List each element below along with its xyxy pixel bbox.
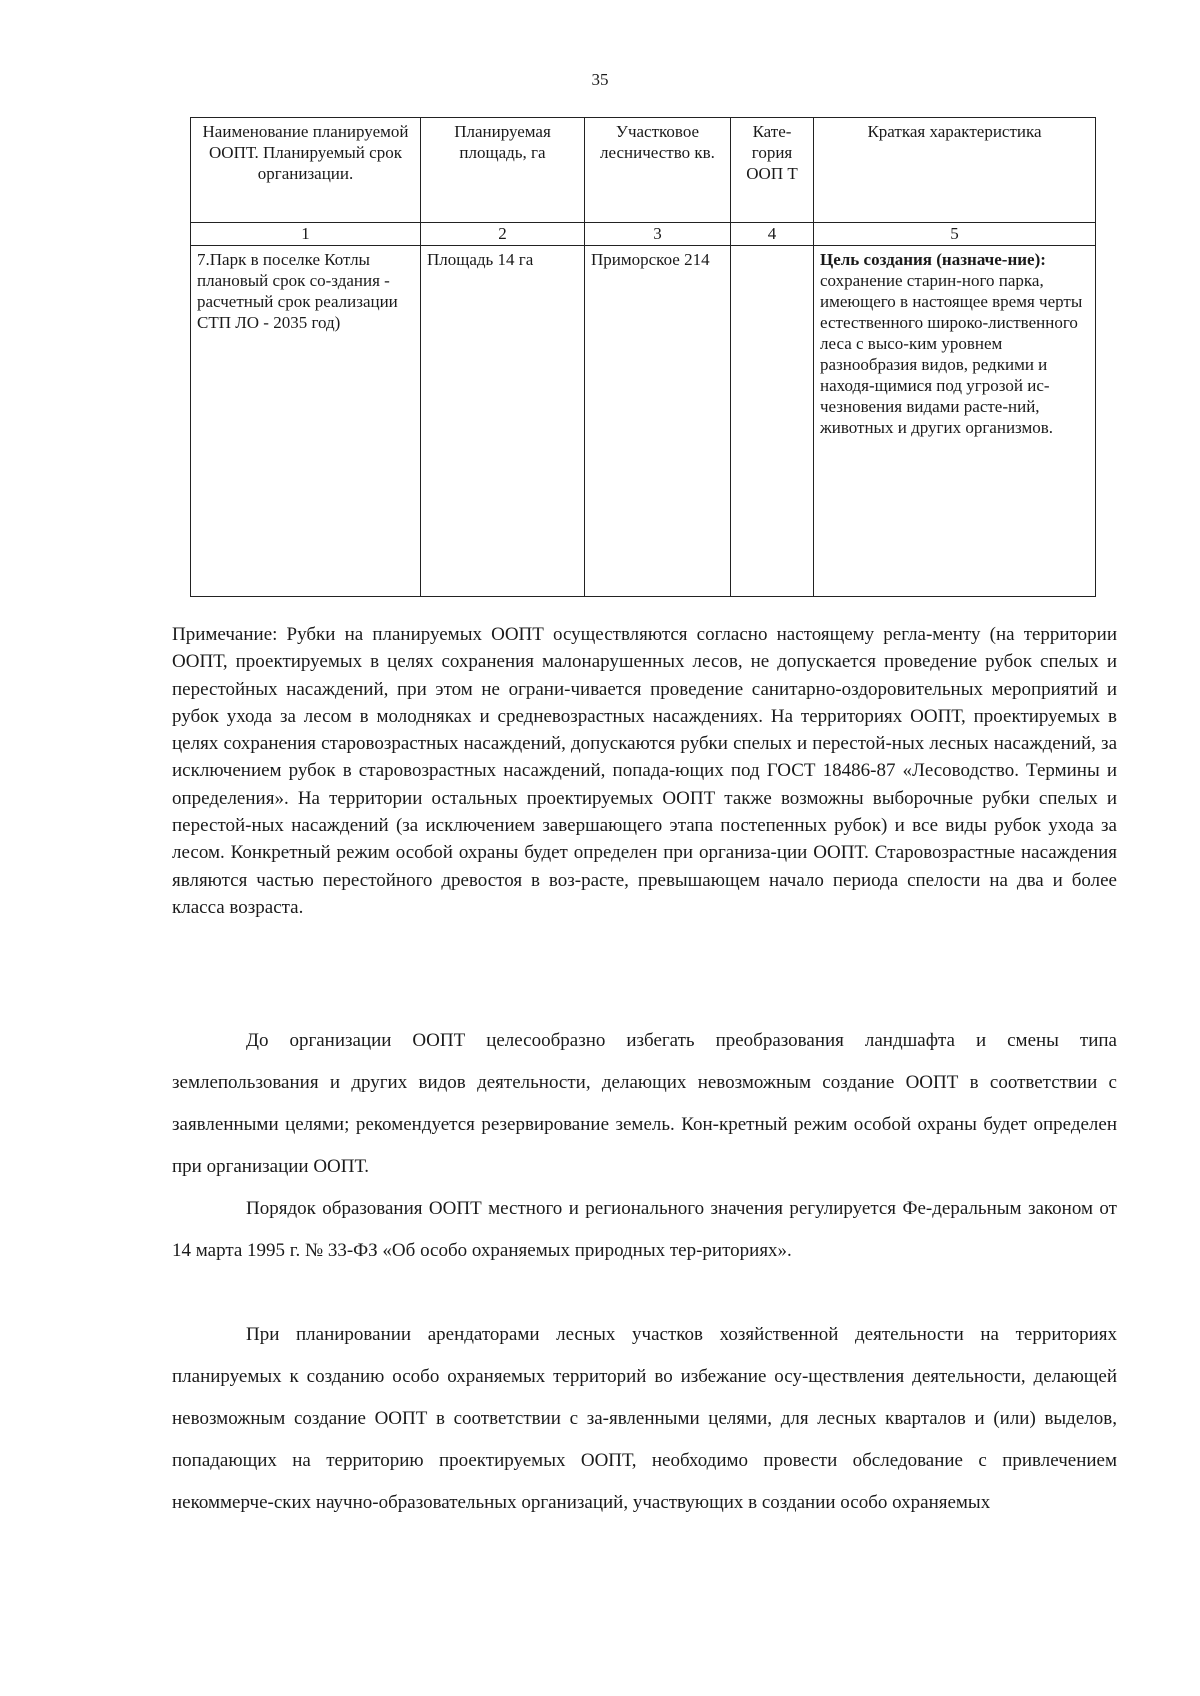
column-number: 1 (191, 223, 421, 246)
column-number-row (191, 223, 1096, 246)
column-number: 2 (421, 223, 585, 246)
page-number: 35 (591, 70, 609, 89)
body-paragraph: До организации ООПТ целесообразно избегать преобразования ландшафта и смены типа землепользования и других видов деятельности, делающих невозможным создание ООПТ в соответствии с заявленными целями; рекомендуется резервирование земель. Кон-кретный режим особой охраны будет определен при организации ООПТ. (172, 1030, 1117, 1177)
table-header-row (191, 118, 1096, 223)
header-category: Кате-гория ООП Т (731, 118, 814, 223)
body-paragraph: Порядок образования ООПТ местного и регионального значения регулируется Фе-деральным законом от 14 марта 1995 г. № 33-ФЗ «Об особо охраняемых природных тер-риториях». (172, 1198, 1117, 1261)
cell-description (814, 246, 1096, 597)
header-name: Наименование планируемой ООПТ. Планируемый срок организации. (191, 118, 421, 223)
description-text: сохранение старин-ного парка, имеющего в настоящее время черты естественного широко-лиственного леса с высо-ким уровнем разнообразия видов, редкими и находя-щимися под угрозой ис-чезновения видами расте-ний, животных и других организмов. (820, 271, 1083, 437)
header-area: Планируемая площадь, га (421, 118, 585, 223)
description-purpose-label: Цель создания (назначе-ние): (820, 250, 1046, 269)
column-number: 3 (585, 223, 731, 246)
oopt-table (190, 117, 1096, 597)
note-paragraph: Примечание: Рубки на планируемых ООПТ осуществляются согласно настоящему регла-менту (на территории ООПТ, проектируемых в целях сохранения малонарушенных лесов, не допускается проведение рубок спелых и перестойных насаждений, при этом не ограни-чивается проведение санитарно-оздоровительных мероприятий и рубок ухода за лесом в молодняках и средневозрастных насаждениях. На территориях ООПТ, проектируемых в целях сохранения старовозрастных насаждений, допускаются рубки спелых и перестой-ных лесных насаждений, за исключением рубок в старовозрастных насаждений, попада-ющих под ГОСТ 18486-87 «Лесоводство. Термины и определения». На территории остальных проектируемых ООПТ также возможны выборочные рубки спелых и перестой-ных насаждений (за исключением завершающего этапа постепенных рубок) и все виды рубок ухода за лесом. Конкретный режим особой охраны будет определен при организа-ции ООПТ. Старовозрастные насаждения являются частью перестойного древостоя в воз-расте, превышающем начало периода спелости на два и более класса возраста. (172, 624, 1117, 918)
table-row (191, 246, 1096, 597)
cell-name: 7.Парк в поселке Котлы плановый срок со-здания - расчетный срок реализации СТП ЛО - 2035 год) (191, 246, 421, 597)
column-number: 4 (731, 223, 814, 246)
cell-forestry: Приморское 214 (585, 246, 731, 597)
body-paragraph: При планировании арендаторами лесных участков хозяйственной деятельности на территориях планируемых к созданию особо охраняемых территорий во избежание осу-ществления деятельности, делающей невозможным создание ООПТ в соответствии с за-явленными целями, для лесных кварталов и (или) выделов, попадающих на территорию проектируемых ООПТ, необходимо провести обследование с привлечением некоммерче-ских научно-образовательных организаций, участвующих в создании особо охраняемых (172, 1324, 1117, 1513)
header-forestry: Участковое лесничество кв. (585, 118, 731, 223)
header-description: Краткая характеристика (814, 118, 1096, 223)
column-number: 5 (814, 223, 1096, 246)
cell-area: Площадь 14 га (421, 246, 585, 597)
cell-category (731, 246, 814, 597)
